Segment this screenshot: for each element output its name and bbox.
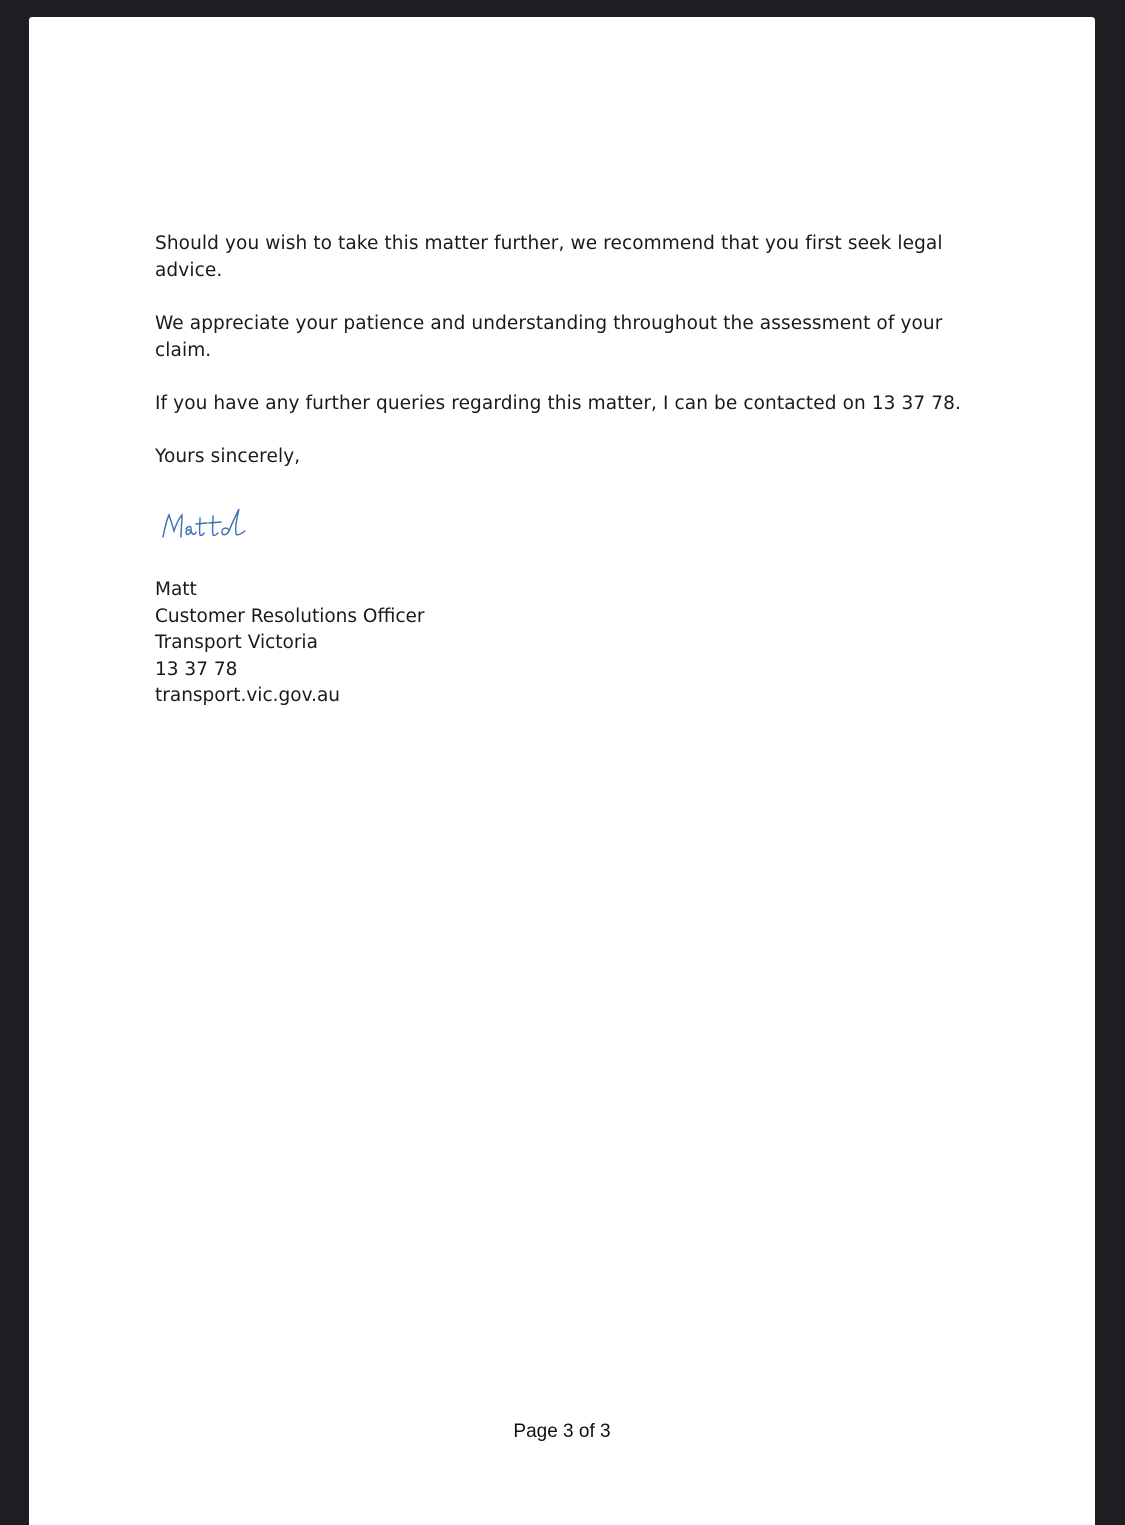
- sender-title: Customer Resolutions Officer: [155, 605, 425, 627]
- closing-salutation: Yours sincerely,: [155, 446, 301, 467]
- handwritten-signature: [159, 505, 269, 545]
- sender-website: transport.vic.gov.au: [155, 685, 341, 706]
- page-number: Page 3 of 3: [513, 1421, 611, 1442]
- letter-body: [155, 230, 985, 496]
- sender-phone: 13 37 78: [155, 658, 238, 680]
- paragraph-contact: If you have any further queries regarding this matter, I can be contacted on 13 37 78.: [155, 393, 961, 414]
- paragraph-appreciation: We appreciate your patience and understanding throughout the assessment of your claim.: [155, 313, 943, 361]
- sender-organisation: Transport Victoria: [155, 632, 318, 653]
- paragraph-legal-advice: Should you wish to take this matter further, we recommend that you first seek legal advice.: [155, 233, 943, 281]
- signature-block: [155, 577, 425, 710]
- sender-name: Matt: [155, 579, 197, 600]
- document-page: [29, 17, 1095, 1525]
